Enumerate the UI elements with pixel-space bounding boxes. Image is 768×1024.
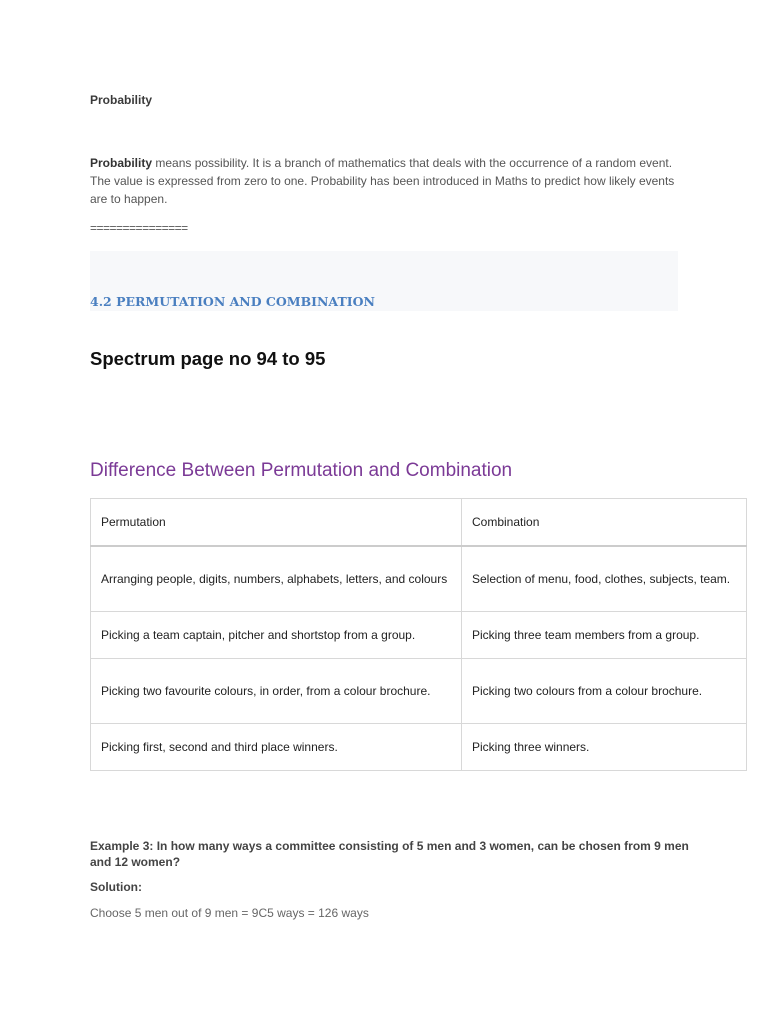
solution-label: Solution: [90,880,142,894]
probability-term: Probability [90,156,153,170]
table-row [91,546,747,612]
table-cell: Selection of menu, food, clothes, subjects, team. [462,546,747,612]
spectrum-reference: Spectrum page no 94 to 95 [90,348,326,369]
table-header-permutation: Permutation [91,499,462,547]
table-cell: Picking two favourite colours, in order, from a colour brochure. [91,659,462,724]
table-cell: Picking two colours from a colour brochure. [462,659,747,724]
table-cell: Picking first, second and third place winners. [91,724,462,771]
table-cell: Arranging people, digits, numbers, alphabets, letters, and colours [91,546,462,612]
section-title: 4.2 PERMUTATION AND COMBINATION [90,294,375,309]
difference-title: Difference Between Permutation and Combination [90,460,513,481]
table-row [91,612,747,659]
table-header-row [91,499,747,547]
example-question: Example 3: In how many ways a committee consisting of 5 men and 3 women, can be chosen from 9 men and 12 women? [90,839,689,869]
section-header-box [90,251,678,311]
probability-definition: means possibility. It is a branch of mathematics that deals with the occurrence of a random event. The value is expressed from zero to one. Probability has been introduced in Maths to predict how likely events are to happen. [90,156,675,206]
table-row [91,724,747,771]
probability-paragraph [90,154,690,208]
table-row [91,659,747,724]
difference-table [90,498,747,771]
table-cell: Picking three winners. [462,724,747,771]
separator-line: =============== [90,221,188,235]
solution-step: Choose 5 men out of 9 men = 9C5 ways = 126 ways [90,906,369,920]
table-header-combination: Combination [462,499,747,547]
table-cell: Picking three team members from a group. [462,612,747,659]
table-cell: Picking a team captain, pitcher and shortstop from a group. [91,612,462,659]
probability-heading: Probability [90,93,153,107]
